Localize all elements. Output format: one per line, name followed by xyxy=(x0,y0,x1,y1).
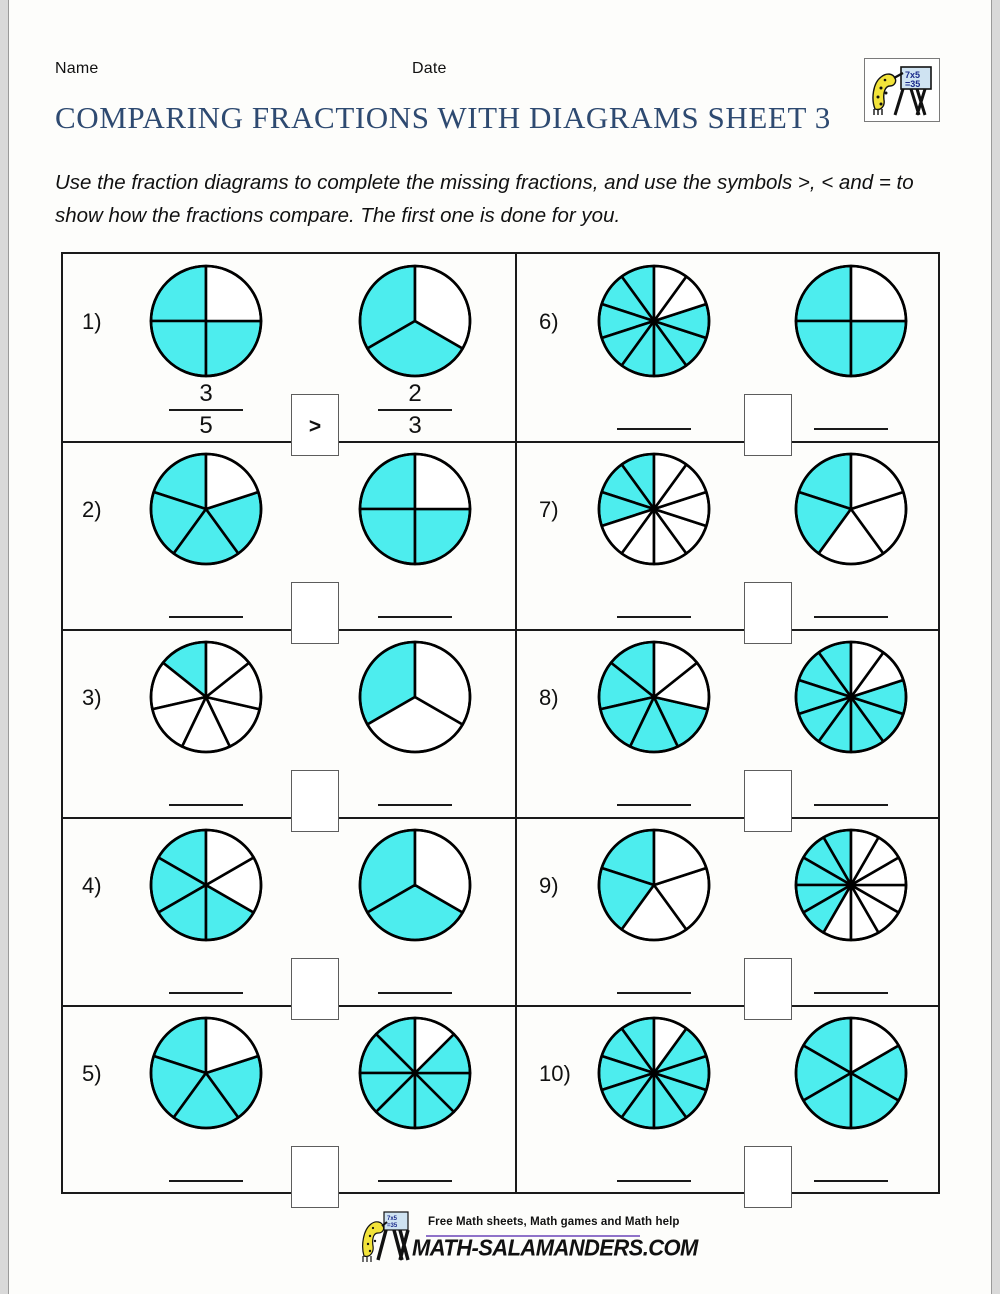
fraction-bar-left xyxy=(169,1180,243,1182)
page-edge-left-rule xyxy=(8,0,9,1294)
question-cell xyxy=(63,630,515,818)
question-number: 10) xyxy=(539,1061,571,1086)
fraction-circle-diagram xyxy=(356,1014,474,1132)
salamander-logo-icon xyxy=(864,58,940,122)
question-number: 5) xyxy=(82,1061,102,1086)
svg-text:7x5: 7x5 xyxy=(905,70,921,80)
fraction-circle-right xyxy=(356,450,474,568)
question-cell xyxy=(517,630,942,818)
denominator-left[interactable]: 5 xyxy=(199,412,213,439)
question-number: 1) xyxy=(82,309,102,334)
comparison-symbol-box[interactable] xyxy=(291,1146,339,1208)
date-label: Date xyxy=(412,60,447,77)
fraction-circle-diagram xyxy=(595,826,713,944)
fraction-bar-left xyxy=(617,616,691,618)
fraction-answer-left[interactable] xyxy=(595,1156,713,1212)
footer xyxy=(0,1208,1000,1287)
question-cell xyxy=(63,254,515,442)
fraction-circle-right xyxy=(792,450,910,568)
page-edge-right xyxy=(992,0,1000,1294)
fraction-circle-right xyxy=(356,826,474,944)
fraction-bar-left xyxy=(617,992,691,994)
fraction-circle-diagram xyxy=(595,450,713,568)
fraction-bar-left xyxy=(617,804,691,806)
fraction-circle-left xyxy=(595,826,713,944)
question-cell xyxy=(517,442,942,630)
fraction-circle-diagram xyxy=(356,450,474,568)
question-row xyxy=(63,818,938,1006)
question-number: 8) xyxy=(539,685,559,710)
svg-text:=35: =35 xyxy=(905,79,921,89)
fraction-answer-right[interactable] xyxy=(792,1156,910,1212)
comparison-symbol-box[interactable] xyxy=(744,770,792,832)
fraction-bar-left xyxy=(169,616,243,618)
fraction-bar-left xyxy=(169,992,243,994)
comparison-symbol-box[interactable] xyxy=(291,582,339,644)
fraction-circle-diagram xyxy=(595,262,713,380)
fraction-circle-right xyxy=(356,638,474,756)
fraction-circle-left xyxy=(147,450,265,568)
fraction-circle-diagram xyxy=(595,1014,713,1132)
question-row xyxy=(63,1006,938,1194)
fraction-circle-left xyxy=(147,826,265,944)
fraction-bar-right xyxy=(814,428,888,430)
footer-tagline: Free Math sheets, Math games and Math help xyxy=(428,1216,680,1228)
question-row xyxy=(63,630,938,818)
fraction-bar-right xyxy=(378,409,452,411)
comparison-symbol-box[interactable] xyxy=(744,958,792,1020)
fraction-bar-right xyxy=(814,1180,888,1182)
fraction-circle-left xyxy=(147,638,265,756)
fraction-circle-diagram xyxy=(792,450,910,568)
question-cell xyxy=(517,1006,942,1194)
fraction-circle-diagram xyxy=(147,638,265,756)
question-number: 7) xyxy=(539,497,559,522)
comparison-symbol-box[interactable] xyxy=(291,394,339,456)
salamander-blackboard-icon xyxy=(865,59,937,119)
fraction-bar-left xyxy=(169,804,243,806)
fraction-circle-right xyxy=(792,826,910,944)
fraction-circle-right xyxy=(792,1014,910,1132)
fraction-bar-right xyxy=(814,616,888,618)
fraction-bar-right xyxy=(378,616,452,618)
question-row xyxy=(63,254,938,442)
fraction-answer-right[interactable] xyxy=(356,382,474,438)
fraction-circle-diagram xyxy=(147,1014,265,1132)
question-number: 6) xyxy=(539,309,559,334)
fraction-bar-left xyxy=(169,409,243,411)
comparison-symbol[interactable]: > xyxy=(308,415,322,438)
comparison-symbol-box[interactable] xyxy=(291,958,339,1020)
comparison-symbol-box[interactable] xyxy=(744,394,792,456)
question-cell xyxy=(63,1006,515,1194)
fraction-answer-right[interactable] xyxy=(356,1156,474,1212)
fraction-bar-left xyxy=(617,1180,691,1182)
fraction-circle-right xyxy=(356,262,474,380)
fraction-circle-right xyxy=(792,262,910,380)
fraction-circle-diagram xyxy=(792,826,910,944)
numerator-right[interactable]: 2 xyxy=(408,380,422,407)
name-label: Name xyxy=(55,60,99,77)
page-edge-right-rule xyxy=(991,0,992,1294)
fraction-bar-right xyxy=(814,804,888,806)
fraction-circle-diagram xyxy=(147,450,265,568)
question-number: 9) xyxy=(539,873,559,898)
fraction-bar-right xyxy=(378,992,452,994)
fraction-circle-right xyxy=(792,638,910,756)
fraction-circle-diagram xyxy=(147,262,265,380)
fraction-bar-left xyxy=(617,428,691,430)
footer-url: MATH-SALAMANDERS.COM xyxy=(412,1234,698,1261)
question-cell xyxy=(517,254,942,442)
fraction-circle-diagram xyxy=(792,1014,910,1132)
fraction-bar-right xyxy=(378,804,452,806)
fraction-answer-left[interactable] xyxy=(147,1156,265,1212)
fraction-circle-diagram xyxy=(356,262,474,380)
fraction-circle-left xyxy=(595,262,713,380)
questions-grid xyxy=(61,252,940,1194)
page-edge-left xyxy=(0,0,8,1294)
fraction-circle-left xyxy=(595,1014,713,1132)
fraction-circle-right xyxy=(356,1014,474,1132)
question-row xyxy=(63,442,938,630)
fraction-circle-diagram xyxy=(356,638,474,756)
comparison-symbol-box[interactable] xyxy=(291,770,339,832)
question-cell xyxy=(63,442,515,630)
fraction-circle-diagram xyxy=(792,262,910,380)
page-title: COMPARING FRACTIONS WITH DIAGRAMS SHEET 3 xyxy=(55,100,831,135)
instructions-text: Use the fraction diagrams to complete the missing fractions, and use the symbols >, < and = to show how the fractions compare. The first one is done for you. xyxy=(55,171,914,228)
question-cell xyxy=(517,818,942,1006)
fraction-bar-right xyxy=(378,1180,452,1182)
numerator-left[interactable]: 3 xyxy=(199,380,213,407)
svg-text:=35: =35 xyxy=(387,1223,398,1229)
question-number: 4) xyxy=(82,873,102,898)
fraction-circle-diagram xyxy=(356,826,474,944)
fraction-bar-right xyxy=(814,992,888,994)
comparison-symbol-box[interactable] xyxy=(744,1146,792,1208)
fraction-circle-diagram xyxy=(147,826,265,944)
comparison-symbol-box[interactable] xyxy=(744,582,792,644)
fraction-circle-left xyxy=(147,262,265,380)
fraction-circle-left xyxy=(147,1014,265,1132)
fraction-circle-left xyxy=(595,638,713,756)
question-cell xyxy=(63,818,515,1006)
fraction-circle-diagram xyxy=(792,638,910,756)
fraction-answer-left[interactable] xyxy=(147,382,265,438)
fraction-circle-left xyxy=(595,450,713,568)
question-number: 3) xyxy=(82,685,102,710)
denominator-right[interactable]: 3 xyxy=(408,412,422,439)
fraction-circle-diagram xyxy=(595,638,713,756)
svg-text:7x5: 7x5 xyxy=(387,1216,398,1222)
question-number: 2) xyxy=(82,497,102,522)
